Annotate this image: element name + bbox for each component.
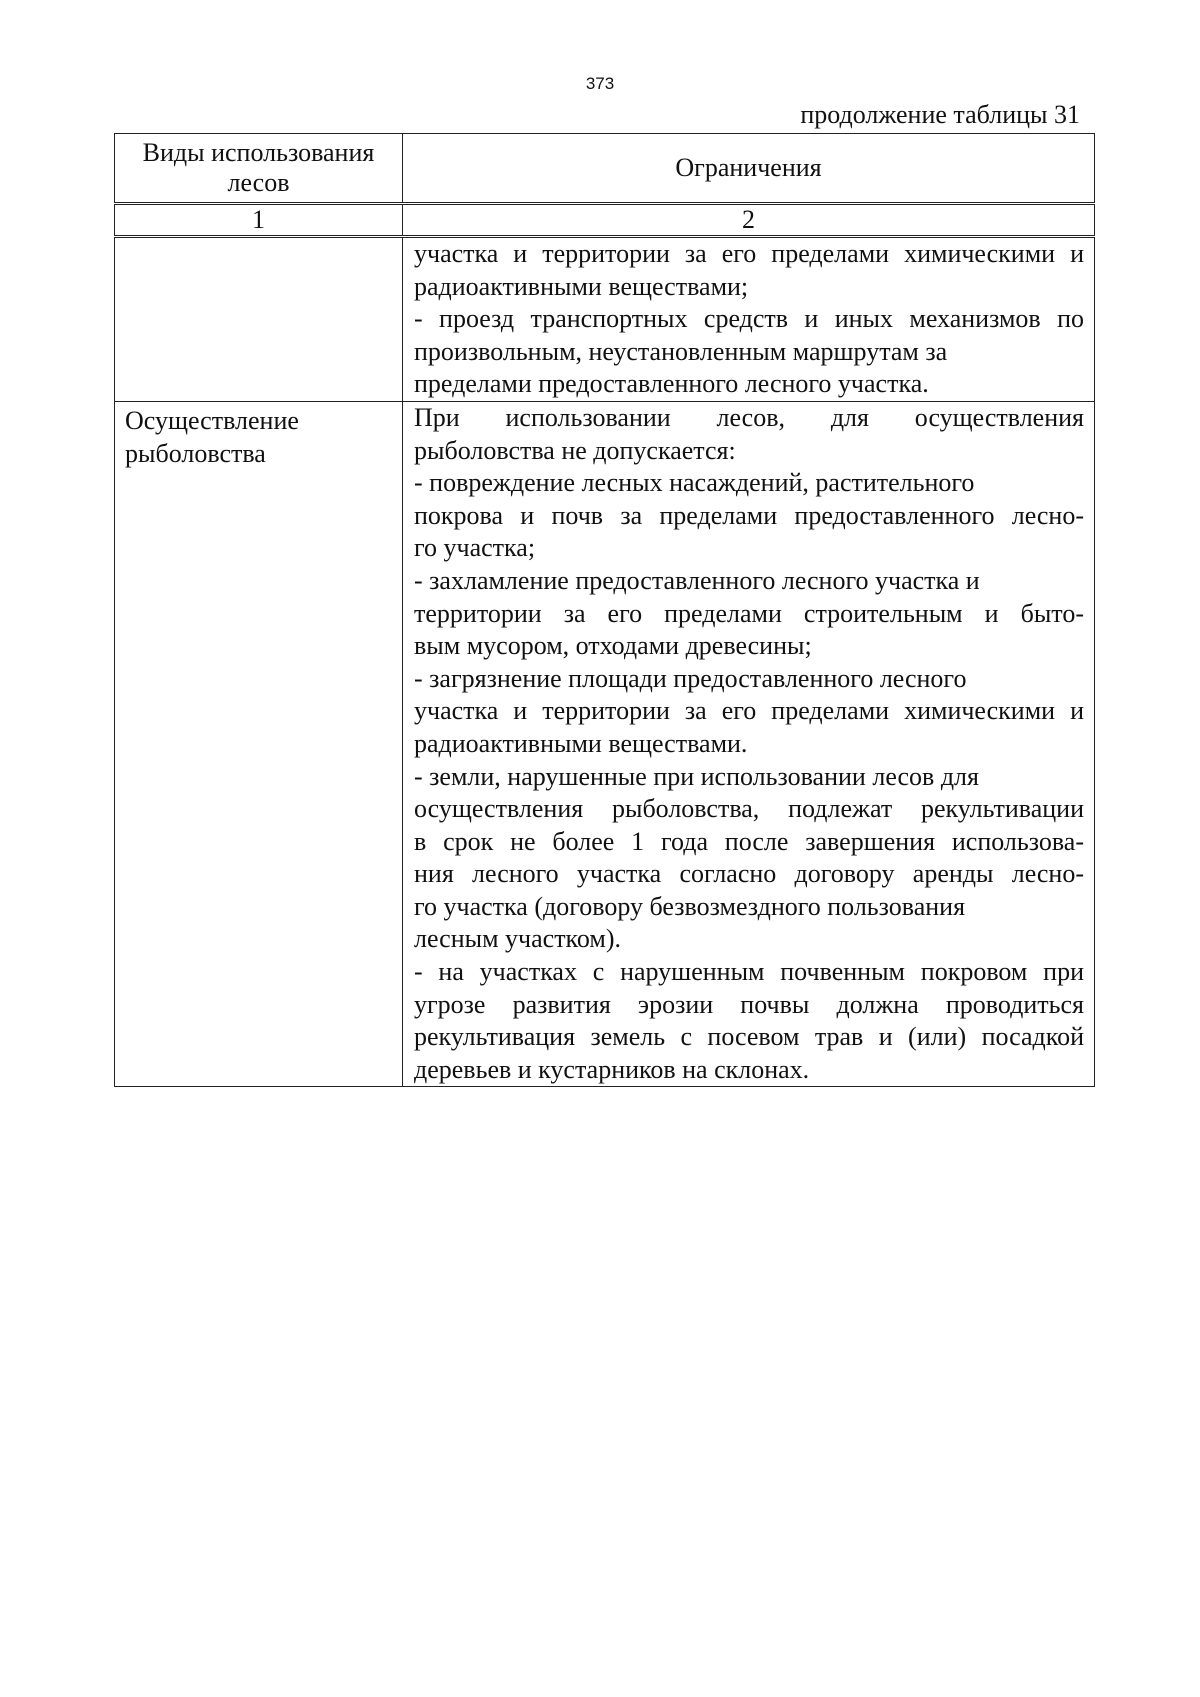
restriction-line: - земли, нарушенные при использовании лесов для (414, 761, 979, 791)
restriction-line: лесным участком). (414, 924, 621, 954)
restriction-line: деревьев и кустарников на склонах. (414, 1054, 810, 1084)
restrictions-cell (403, 401, 1095, 1086)
restriction-line: радиоактивными веществами; (414, 271, 749, 301)
table-header-row (115, 134, 1095, 204)
restriction-line: осуществления рыболовства, подлежат рекультивации (414, 794, 1084, 824)
column-number-row (115, 204, 1095, 237)
restriction-line: - повреждение лесных насаждений, растительного (414, 468, 975, 498)
restriction-line: го участка; (414, 533, 536, 563)
restriction-line: При использовании лесов, для осуществления (414, 402, 1084, 432)
restrictions-table (114, 133, 1095, 1087)
restriction-line: радиоактивными веществами. (414, 728, 748, 758)
restriction-line: - загрязнение площади предоставленного лесного (414, 663, 967, 693)
table-continuation-label: продолжение таблицы 31 (800, 100, 1080, 129)
column-number-1: 1 (115, 204, 403, 237)
restriction-line: территории за его пределами строительным и быто- (414, 598, 1084, 628)
forest-use-kind-cell: Осуществление рыболовства (115, 401, 403, 1086)
restriction-line: - на участках с нарушенным почвенным покровом при (414, 957, 1084, 987)
header-forest-use-kinds: Виды использования лесов (115, 134, 403, 204)
table-row (115, 237, 1095, 402)
restriction-line: произвольным, неустановленным маршрутам за (414, 336, 948, 366)
page-number: 373 (585, 74, 615, 93)
restriction-line: участка и территории за его пределами химическими и (414, 239, 1084, 268)
restriction-line: - проезд транспортных средств и иных механизмов по (414, 304, 1084, 334)
restriction-line: покрова и почв за пределами предоставленного лесно- (414, 500, 1084, 530)
column-number-2: 2 (403, 204, 1095, 237)
header-restrictions: Ограничения (403, 134, 1095, 204)
restriction-line: рекультивация земель с посевом трав и (или) посадкой (414, 1022, 1084, 1052)
restrictions-cell (403, 237, 1095, 402)
restriction-line: ния лесного участка согласно договору аренды лесно- (414, 859, 1084, 889)
restriction-line: рыболовства не допускается: (414, 435, 736, 465)
restriction-line: угрозе развития эрозии почвы должна проводиться (414, 989, 1084, 1019)
restriction-line: го участка (договору безвозмездного пользования (414, 891, 966, 921)
restriction-line: участка и территории за его пределами химическими и (414, 696, 1084, 726)
restriction-line: пределами предоставленного лесного участка. (414, 369, 929, 399)
forest-use-kind-cell (115, 237, 403, 402)
restriction-line: вым мусором, отходами древесины; (414, 631, 812, 661)
restriction-line: - захламление предоставленного лесного участка и (414, 565, 980, 595)
restriction-line: в срок не более 1 года после завершения использова- (414, 826, 1084, 856)
table-row (115, 401, 1095, 1086)
